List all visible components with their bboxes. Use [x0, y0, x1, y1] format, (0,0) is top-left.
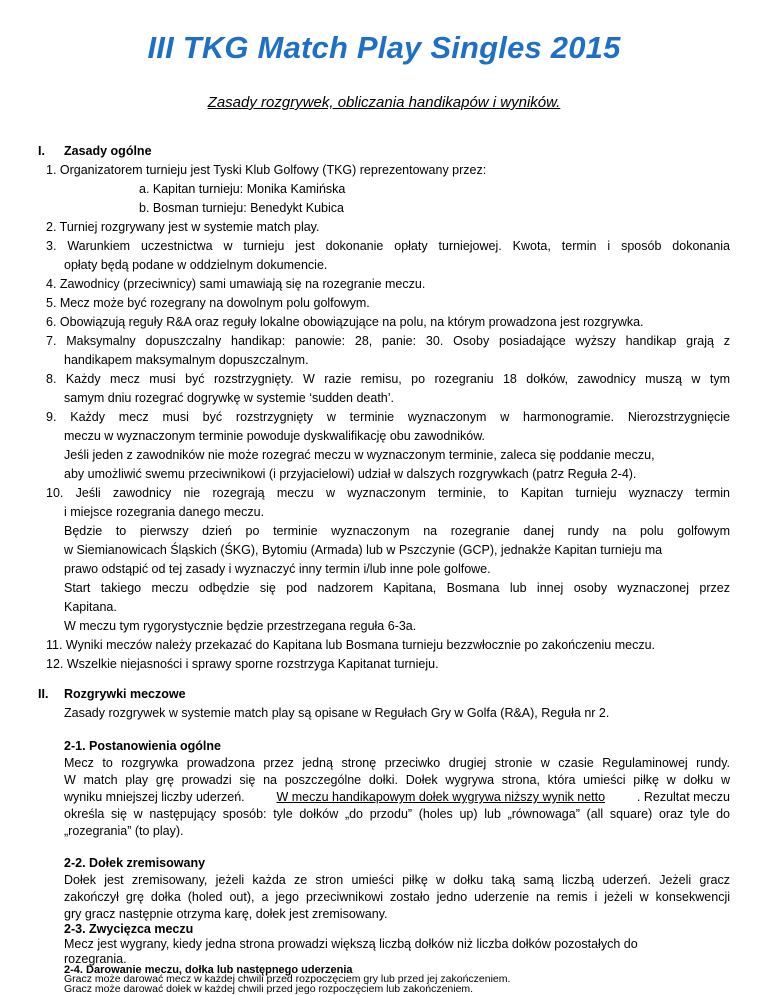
list-item: 4. Zawodnicy (przeciwnicy) sami umawiają się na rozegranie meczu. — [46, 277, 426, 291]
list-item: 9. Każdy mecz musi być rozstrzygnięty w terminie wyznaczonym w harmonogramie. Nierozstrzygnięcie — [46, 410, 730, 424]
rule-2-1-text — [64, 789, 730, 806]
list-item: handikapem maksymalnym dopuszczalnym. — [64, 353, 309, 367]
list-item: 7. Maksymalny dopuszczalny handikap: panowie: 28, panie: 30. Osoby posiadające wyższy handikap grają z — [46, 334, 730, 348]
section-2-intro: Zasady rozgrywek w systemie match play są opisane w Regułach Gry w Golfa (R&A), Reguła nr 2. — [64, 706, 610, 720]
rule-2-1-text: W match play grę prowadzi się na poszczególne dołki. Dołek wygrywa strona, która umieści piłkę w dołku w — [64, 773, 730, 787]
section-2-heading: Rozgrywki meczowe — [64, 687, 186, 701]
list-item: aby umożliwić swemu przeciwnikowi (i przyjacielowi) udział w dalszych rozgrywkach (patrz Reguła 2-4). — [64, 467, 637, 481]
rule-2-3-text: rozegrania. — [64, 952, 127, 966]
list-item: 12. Wszelkie niejasności i sprawy sporne rozstrzyga Kapitanat turnieju. — [46, 657, 439, 671]
rule-2-2-title: 2-2. Dołek zremisowany — [64, 856, 206, 870]
rule-2-1-text: „rozegrania” (to play). — [64, 824, 184, 838]
rule-2-4-text: Gracz może darować mecz w każdej chwili przed rozpoczęciem gry lub przed jej zakończeniem. — [64, 973, 511, 985]
document-subtitle: Zasady rozgrywek, obliczania handikapów i wyników. — [207, 94, 561, 111]
section-1-number: I. — [38, 144, 45, 158]
list-item: w Siemianowicach Śląskich (ŚKG), Bytomiu (Armada) lub w Pszczynie (GCP), jednakże Kapitan turnieju ma — [64, 543, 663, 557]
rule-2-1-text: określa się w następujący sposób: tyle dołków „do przodu” (holes up) lub „równowaga” (all square) oraz tyle do — [64, 807, 730, 821]
rule-2-3-text: Mecz jest wygrany, kiedy jedna strona prowadzi większą liczbą dołków niż liczba dołków pozostałych do — [64, 937, 638, 951]
rule-2-1-text: Mecz to rozgrywka prowadzona przez jedną stronę przeciwko drugiej stronie w czasie Regulaminowej rundy. — [64, 756, 730, 770]
rule-2-4-text: Gracz może darować dołek w każdej chwili przed jego rozpoczęciem lub zakończeniem. — [64, 983, 474, 995]
section-1-heading: Zasady ogólne — [64, 144, 152, 158]
list-item: prawo odstąpić od tej zasady i wyznaczyć inny termin i/lub inne pole golfowe. — [64, 562, 491, 576]
list-item: 3. Warunkiem uczestnictwa w turnieju jest dokonanie opłaty turniejowej. Kwota, termin i sposób dokonania — [46, 239, 730, 253]
list-item: Start takiego meczu odbędzie się pod nadzorem Kapitana, Bosmana lub innej osoby wyznaczonej przez — [64, 581, 730, 595]
list-item: a. Kapitan turnieju: Monika Kamińska — [139, 182, 346, 196]
section-2-number: II. — [38, 687, 49, 701]
list-item: Będzie to pierwszy dzień po terminie wyznaczonym na rozegranie danej rundy na polu golfowym — [64, 524, 730, 538]
list-item: meczu w wyznaczonym terminie powoduje dyskwalifikację obu zawodników. — [64, 429, 486, 443]
list-item: 2. Turniej rozgrywany jest w systemie match play. — [46, 220, 320, 234]
list-item: Kapitana. — [64, 600, 117, 614]
document-title: III TKG Match Play Singles 2015 — [147, 30, 621, 65]
rule-2-2-text: zakończył grę dołka (holed out), a jego przeciwnikowi zostało jedno uderzenie na remis i jeżeli w konsekwencji — [64, 890, 730, 904]
rule-2-1-text-part: wyniku mniejszej liczby uderzeń. — [64, 790, 245, 804]
rule-2-1-text-part: . Rezultat meczu — [636, 790, 730, 804]
list-item: 6. Obowiązują reguły R&A oraz reguły lokalne obowiązujące na polu, na którym prowadzona jest rozgrywka. — [46, 315, 644, 329]
list-item: opłaty będą podane w oddzielnym dokumencie. — [64, 258, 328, 272]
list-item: W meczu tym rygorystycznie będzie przestrzegana reguła 6-3a. — [64, 619, 417, 633]
list-item: 11. Wyniki meczów należy przekazać do Kapitana lub Bosmana turnieju bezzwłocznie po zakończeniu meczu. — [46, 638, 655, 652]
rule-2-1-underlined: W meczu handikapowym dołek wygrywa niższy wynik netto — [276, 790, 606, 804]
rule-2-1-title: 2-1. Postanowienia ogólne — [64, 739, 221, 753]
rule-2-3-title: 2-3. Zwycięzca meczu — [64, 922, 194, 936]
list-item: b. Bosman turnieju: Benedykt Kubica — [139, 201, 344, 215]
rule-2-2-text: gry gracz następnie otrzyma karę, dołek jest zremisowany. — [64, 907, 388, 921]
list-item: Jeśli jeden z zawodników nie może rozegrać meczu w wyznaczonym terminie, zaleca się poddanie meczu, — [64, 448, 655, 462]
list-item: 1. Organizatorem turnieju jest Tyski Klub Golfowy (TKG) reprezentowany przez: — [46, 163, 487, 177]
list-item: 8. Każdy mecz musi być rozstrzygnięty. W razie remisu, po rozegraniu 18 dołków, zawodnicy muszą w tym — [46, 372, 730, 386]
list-item: i miejsce rozegrania danego meczu. — [64, 505, 265, 519]
list-item: 10. Jeśli zawodnicy nie rozegrają meczu w wyznaczonym terminie, to Kapitan turnieju wyznaczy termin — [46, 486, 730, 500]
list-item: samym dniu rozegrać dogrywkę w systemie ‘sudden death’. — [64, 391, 395, 405]
list-item: 5. Mecz może być rozegrany na dowolnym polu golfowym. — [46, 296, 370, 310]
rule-2-2-text: Dołek jest zremisowany, jeżeli każda ze stron umieści piłkę w dołku taką samą liczbą uderzeń. Jeżeli gracz — [64, 873, 730, 887]
rule-2-4-title: 2-4. Darowanie meczu, dołka lub następnego uderzenia — [64, 964, 353, 976]
